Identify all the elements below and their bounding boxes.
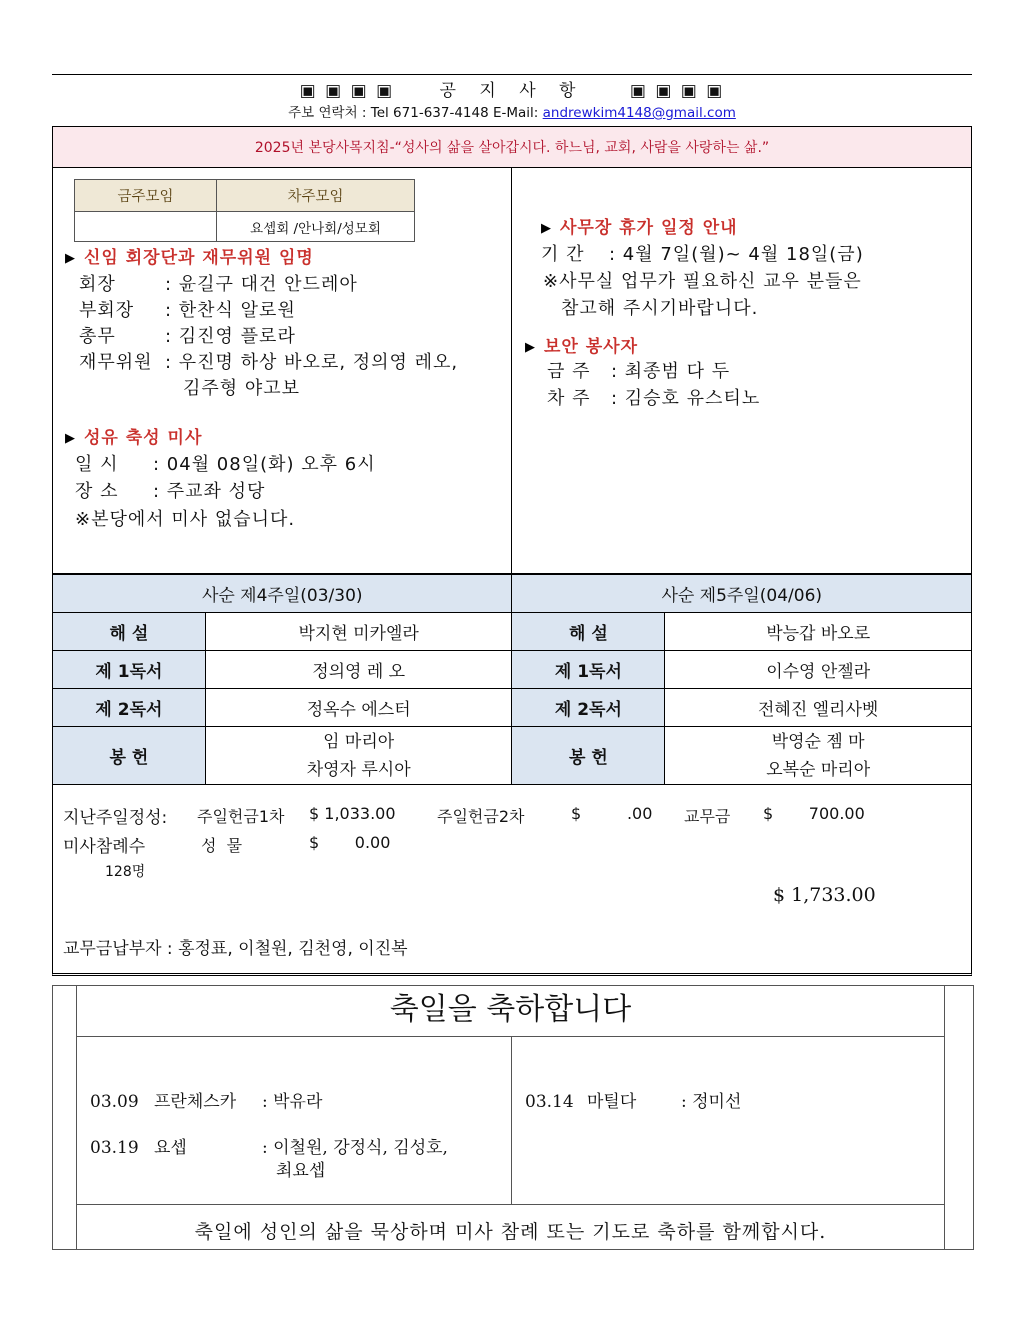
chrism-mass-heading <box>65 423 202 448</box>
offering-name: 차영자 루시아 <box>306 759 411 780</box>
feast-names: : 정미선 <box>681 1092 742 1112</box>
feast-column-divider <box>511 1037 512 1204</box>
officer-role: 재무위원 <box>79 352 153 373</box>
payers-label: 교무금납부자 : <box>63 939 173 959</box>
vacation-note: ※사무실 업무가 필요하신 교우 분들은 <box>543 271 862 292</box>
roster-right-offering <box>665 727 972 785</box>
contact-label: 주보 연락처 : Tel 671-637-4148 E-Mail: <box>288 105 539 121</box>
table-row <box>53 651 972 689</box>
vacation-period <box>541 240 864 266</box>
feast-inner-frame <box>76 985 945 1250</box>
parish-dues-value: $ 700.00 <box>763 804 865 823</box>
chrism-mass-note: ※본당에서 미사 없습니다. <box>75 509 296 530</box>
column-divider <box>511 167 512 573</box>
feast-names: : 박유라 <box>262 1092 323 1112</box>
sacred-items-label: 성 물 <box>201 836 243 855</box>
roster-role: 해 설 <box>512 613 665 651</box>
feast-date: 03.14 <box>525 1092 574 1112</box>
period-label: 기 간 <box>541 244 585 265</box>
roster-role: 해 설 <box>53 613 206 651</box>
triangle-bullet-icon: ▶ <box>541 221 552 236</box>
title-deco-right: ▣ ▣ ▣ ▣ <box>629 81 725 101</box>
roster-left-name: 박지현 미카엘라 <box>205 613 512 651</box>
pastoral-motto: 2025년 본당사목지침-“성사의 삶을 살아갑시다. 하느님, 교회, 사람을 사랑하는 삶.” <box>52 126 972 168</box>
triangle-bullet-icon: ▶ <box>65 431 76 446</box>
officer-row <box>79 296 296 322</box>
triangle-bullet-icon: ▶ <box>65 251 76 266</box>
feast-day-box <box>52 985 974 1250</box>
title-text: 공 지 사 항 <box>439 81 585 101</box>
liturgy-roster-table <box>52 574 972 785</box>
place-value: : 주교좌 성당 <box>153 481 266 502</box>
this-week-meeting-header: 금주모임 <box>75 180 217 212</box>
officer-role: 회장 <box>79 274 116 295</box>
feast-saint: 요셉 <box>154 1138 187 1158</box>
title-deco-left: ▣ ▣ ▣ ▣ <box>299 81 395 101</box>
feast-footer: 축일에 성인의 삶을 묵상하며 미사 참례 또는 기도로 축하를 함께합시다. <box>77 1204 944 1244</box>
roster-left-name: 정의영 레 오 <box>205 651 512 689</box>
first-collection-label: 주일헌금1차 <box>197 807 285 826</box>
contact-line <box>52 101 972 121</box>
first-collection-value: $ 1,033.00 <box>309 804 396 823</box>
top-rule <box>52 74 972 75</box>
offering-label: 지난주일정성: <box>63 808 168 828</box>
next-week-meeting-header: 차주모임 <box>217 180 415 212</box>
security-next-week <box>547 384 760 410</box>
officers-heading <box>65 243 314 268</box>
offering-total: $ 1,733.00 <box>773 884 876 906</box>
sacred-items-value: $ 0.00 <box>309 833 391 852</box>
email-link[interactable]: andrewkim4148@gmail.com <box>542 105 736 121</box>
payers-line <box>63 934 408 959</box>
feast-continuation: 최요셉 <box>276 1161 326 1181</box>
roster-left-offering <box>205 727 512 785</box>
roster-right-name: 전혜진 엘리사벳 <box>665 689 972 727</box>
officer-role: 총무 <box>79 326 116 347</box>
roster-role: 봉 헌 <box>53 727 206 785</box>
roster-right-name: 박능갑 바오로 <box>665 613 972 651</box>
place-label: 장 소 <box>75 481 119 502</box>
date-value: : 04월 08일(화) 오후 6시 <box>153 454 376 475</box>
officer-row <box>79 348 458 374</box>
feast-saint: 마틸다 <box>587 1092 637 1112</box>
feast-entry <box>525 1087 741 1112</box>
triangle-bullet-icon: ▶ <box>525 340 536 355</box>
period-value: : 4월 7일(월)~ 4월 18일(금) <box>609 244 864 265</box>
payers-names: 홍정표, 이철원, 김천영, 이진복 <box>178 939 408 959</box>
table-row <box>53 613 972 651</box>
this-week-meeting-value <box>75 212 217 242</box>
roster-role: 제 2독서 <box>53 689 206 727</box>
vacation-heading-text: 사무장 휴가 일정 안내 <box>560 218 738 238</box>
officer-name: : 김진영 플로라 <box>165 326 296 347</box>
offering-box <box>52 785 972 976</box>
security-heading <box>525 332 638 357</box>
officer-role: 부회장 <box>79 300 135 321</box>
next-week-label: 차 주 <box>547 388 591 409</box>
roster-role: 봉 헌 <box>512 727 665 785</box>
feast-entry <box>90 1133 448 1158</box>
next-week-meeting-value: 요셉회 /안나회/성모회 <box>217 212 415 242</box>
security-heading-text: 보안 봉사자 <box>544 337 639 357</box>
table-row <box>53 689 972 727</box>
table-row <box>53 727 972 785</box>
officer-name: : 윤길구 대건 안드레아 <box>165 274 358 295</box>
vacation-heading <box>541 213 738 238</box>
officers-heading-text: 신임 회장단과 재무위원 임명 <box>84 248 314 268</box>
chrism-mass-heading-text: 성유 축성 미사 <box>84 428 203 448</box>
roster-right-name: 이수영 안젤라 <box>665 651 972 689</box>
feast-entry <box>90 1087 322 1112</box>
chrism-mass-place <box>75 477 265 503</box>
announcements-box <box>52 167 972 574</box>
officer-row <box>79 270 358 296</box>
attendance-count: 128명 <box>105 864 146 880</box>
officer-row <box>79 322 296 348</box>
officer-continuation: 김주형 야고보 <box>183 378 301 399</box>
date-label: 일 시 <box>75 454 119 475</box>
security-this-week <box>547 357 730 383</box>
roster-role: 제 1독서 <box>512 651 665 689</box>
feast-saint: 프란체스카 <box>154 1092 237 1112</box>
second-collection-value: $ .00 <box>571 804 653 823</box>
next-week-value: : 김승호 유스티노 <box>611 388 761 409</box>
offering-name: 오복순 마리아 <box>766 759 871 780</box>
this-week-value: : 최종범 다 두 <box>611 361 731 382</box>
offering-name: 박영순 젬 마 <box>771 731 865 752</box>
chrism-mass-date <box>75 450 376 476</box>
page-title <box>52 76 972 101</box>
feast-date: 03.09 <box>90 1092 139 1112</box>
roster-role: 제 1독서 <box>53 651 206 689</box>
parish-dues-label: 교무금 <box>684 807 731 826</box>
second-collection-label: 주일헌금2차 <box>437 807 525 826</box>
feast-names: : 이철원, 강정식, 김성호, <box>262 1138 448 1158</box>
feast-date: 03.19 <box>90 1138 139 1158</box>
attendance-label: 미사참례수 <box>63 837 146 857</box>
this-week-label: 금 주 <box>547 361 591 382</box>
feast-title: 축일을 축하합니다 <box>77 985 944 1037</box>
roster-right-header: 사순 제5주일(04/06) <box>512 575 972 613</box>
vacation-note: 참고해 주시기바랍니다. <box>561 298 759 319</box>
roster-left-name: 정옥수 에스터 <box>205 689 512 727</box>
meetings-table <box>74 179 415 242</box>
roster-left-header: 사순 제4주일(03/30) <box>53 575 512 613</box>
officer-name: : 우진명 하상 바오로, 정의영 레오, <box>165 352 459 373</box>
roster-role: 제 2독서 <box>512 689 665 727</box>
offering-name: 임 마리아 <box>323 731 395 752</box>
officer-name: : 한찬식 알로원 <box>165 300 296 321</box>
